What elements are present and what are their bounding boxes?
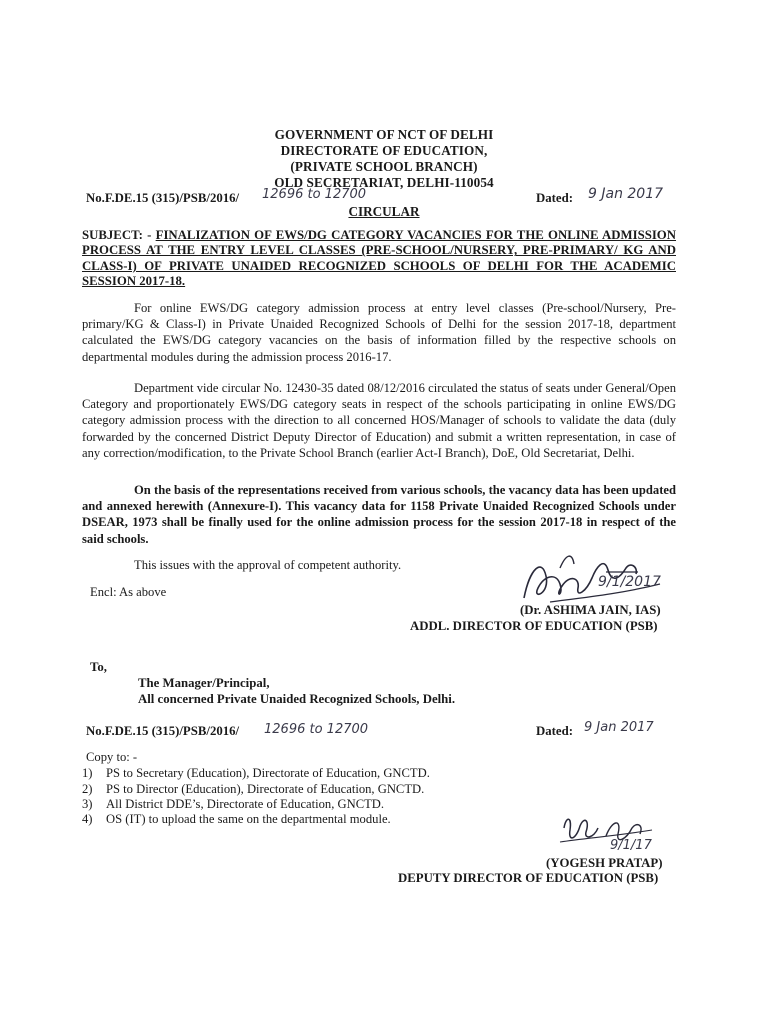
paragraph-2: Department vide circular No. 12430-35 dated 08/12/2016 circulated the status of seats under General/Open Category and proportionately EWS/DG category seats in respect of the schools participating in online EWS/DG category admission process with the direction to all concerned HOS/Manager of schools to validate the data (duly forwarded by the concerned District Deputy Director of Education) and submit a written representation, in case of any correction/modification, to the Private School Branch (earlier Act-I Branch), DoE, Old Secretariat, Delhi. <box>82 381 676 460</box>
recipient-line-2: All concerned Private Unaided Recognized Schools, Delhi. <box>138 692 456 706</box>
paragraph-4: This issues with the approval of competent authority. <box>134 558 402 572</box>
copy-to-item: 4) OS (IT) to upload the same on the departmental module. <box>82 812 391 826</box>
subject-label: SUBJECT: - <box>82 228 156 242</box>
paragraph-1: For online EWS/DG category admission process at entry level classes (Pre-school/Nursery, Pre-primary/KG & Class-I) in Private Unaided Recognized Schools of Delhi for the session 2017-18, department calculated the EWS/DG category vacancies on the basis of information filled by the respective schools on departmental modules during the admission process 2016-17. <box>82 301 676 364</box>
header-address: OLD SECRETARIAT, DELHI-110054 <box>274 175 494 190</box>
reference-number-2: No.F.DE.15 (315)/PSB/2016/ <box>86 724 240 738</box>
handwritten-reference-range-2: 12696 to 12700 <box>264 722 369 737</box>
circular-title: CIRCULAR <box>348 204 420 219</box>
copy-to-label: Copy to: - <box>86 750 138 764</box>
paragraph-3: On the basis of the representations received from various schools, the vacancy data has been updated and annexed herewith (Annexure-I). This vacancy data for 1158 Private Unaided Recognized Schools under DSEAR, 1973 shall be finally used for the online admission process for the session 2017-18 in respect of the said schools. <box>82 483 676 546</box>
signatory-1-name: (Dr. ASHIMA JAIN, IAS) <box>520 603 661 617</box>
dated-label: Dated: <box>536 191 573 205</box>
signatory-1-designation: ADDL. DIRECTOR OF EDUCATION (PSB) <box>410 619 658 633</box>
dated-label-2: Dated: <box>536 724 573 738</box>
subject-text: FINALIZATION OF EWS/DG CATEGORY VACANCIES FOR THE ONLINE ADMISSION PROCESS AT THE ENTRY LEVEL CLASSES (PRE-SCHOOL/NURSERY, PRE-PRIMARY/ KG AND CLASS-I) OF PRIVATE UNAIDED RECOGNIZED SCHOOLS OF DELHI FOR THE ACADEMIC SESSION 2017-18. <box>82 228 677 289</box>
handwritten-reference-range: 12696 to 12700 <box>262 187 367 202</box>
copy-to-item: 1) PS to Secretary (Education), Directorate of Education, GNCTD. <box>82 766 430 780</box>
header-branch: (PRIVATE SCHOOL BRANCH) <box>290 159 478 174</box>
handwritten-date-2: 9 Jan 2017 <box>584 720 654 735</box>
recipient-line-1: The Manager/Principal, <box>138 676 270 690</box>
copy-to-item: 3) All District DDE’s, Directorate of Education, GNCTD. <box>82 797 385 811</box>
enclosure-note: Encl: As above <box>90 585 167 599</box>
recipient-to: To, <box>90 660 107 674</box>
handwritten-date: 9 Jan 2017 <box>588 186 664 202</box>
reference-number: No.F.DE.15 (315)/PSB/2016/ <box>86 191 240 205</box>
subject <box>82 228 676 290</box>
signature-1-handwritten-date: 9/1/2017 <box>598 574 661 590</box>
signatory-2-name: (YOGESH PRATAP) <box>546 856 663 870</box>
signatory-2-designation: DEPUTY DIRECTOR OF EDUCATION (PSB) <box>398 871 659 885</box>
signature-2-handwritten-date: 9/1/17 <box>610 838 652 853</box>
copy-to-item: 2) PS to Director (Education), Directorate of Education, GNCTD. <box>82 782 425 796</box>
header-government: GOVERNMENT OF NCT OF DELHI <box>274 127 494 142</box>
header-directorate: DIRECTORATE OF EDUCATION, <box>280 143 488 158</box>
